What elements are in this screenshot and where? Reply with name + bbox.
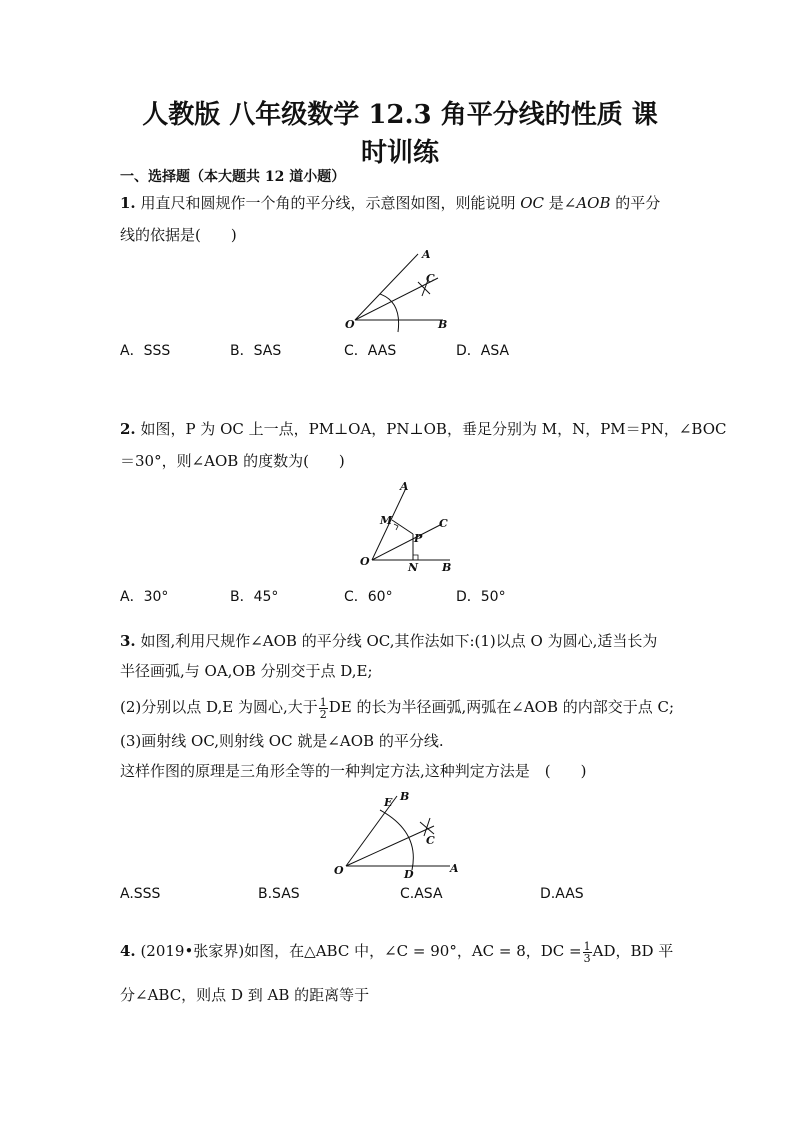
question-3-line-4: (3)画射线 OC,则射线 OC 就是∠AOB 的平分线. [120,732,444,750]
question-4-frac-num: 1 [583,939,591,953]
fig2-label-c: C [439,517,448,530]
question-1-option-a[interactable]: A．SSS [120,343,171,359]
question-2-number: 2. [120,420,136,438]
question-3-line-2: 半径画弧,与 OA,OB 分别交于点 D,E; [120,662,373,680]
question-3-option-c[interactable]: C.ASA [400,886,443,902]
fig2-label-n: N [408,561,419,574]
question-2-line-2: ＝30°，则∠AOB 的度数为( ) [120,452,345,470]
question-3-text-3a: (2)分别以点 D,E 为圆心,大于 [120,698,318,716]
question-1-option-b[interactable]: B．SAS [230,343,282,359]
question-3-option-a[interactable]: A.SSS [120,886,161,902]
question-2-text-1: 如图，P 为 OC 上一点，PM⊥OA，PN⊥OB，垂足分别为 M，N，PM＝PN，∠BOC [135,420,727,438]
question-1-text-a: 用直尺和圆规作一个角的平分线，示意图如图，则能说明 [135,194,521,212]
fig2-label-b: B [442,561,452,574]
section-heading: 一、选择题（本大题共 12 道小题） [120,169,346,185]
question-1-figure [340,248,460,333]
question-2-option-c[interactable]: C．60° [344,589,393,605]
fig2-label-m: M [380,514,393,527]
question-3-number: 3. [120,632,136,650]
page-title [100,96,700,172]
fig3-label-b: B [400,790,410,803]
question-3-line-5: 这样作图的原理是三角形全等的一种判定方法,这种判定方法是 ( ) [120,762,587,780]
fig1-label-b: B [438,318,448,331]
fig3-label-a: A [450,862,459,875]
fig2-label-o: O [360,555,370,568]
question-3-fraction [319,697,328,720]
fig3-label-o: O [334,864,344,877]
question-3-text-1: 如图,利用尺规作∠AOB 的平分线 OC,其作法如下:(1)以点 O 为圆心,适当长为 [135,632,658,650]
question-3-line-3 [120,692,680,722]
question-2-option-d[interactable]: D．50° [456,589,506,605]
fig1-ray-oa [355,254,418,320]
question-4-number: 4. [120,942,136,960]
fig1-label-a: A [422,248,431,261]
question-2-option-a[interactable]: A．30° [120,589,169,605]
fig2-label-p: P [414,532,423,545]
question-1-text-b: 是∠ [544,194,577,212]
question-4-line-2: 分∠ABC，则点 D 到 AB 的距离等于 [120,986,370,1004]
question-2-figure [356,480,456,575]
question-1-number: 1. [120,194,136,212]
fig3-arc [380,810,413,870]
question-2-line-1 [120,414,727,444]
question-2-option-b[interactable]: B．45° [230,589,279,605]
question-1-oc: OC [520,194,544,212]
title-line-1: 人教版 八年级数学 12.3 角平分线的性质 课 [142,100,658,130]
question-3-line-1 [120,626,680,656]
fig3-ray-oc [346,826,434,866]
question-1-aob: AOB [576,194,611,212]
question-3-text-3b: DE 的长为半径画弧,两弧在∠AOB 的内部交于点 C; [328,698,675,716]
fig2-label-a: A [400,480,409,493]
fig2-pm [392,520,413,534]
question-1-option-c[interactable]: C．AAS [344,343,397,359]
question-3-option-b[interactable]: B.SAS [258,886,300,902]
fig3-label-e: E [384,796,393,809]
fig1-label-o: O [345,318,355,331]
fig2-right-angle-m [394,524,398,530]
question-3-option-d[interactable]: D.AAS [540,886,584,902]
question-4-text-1b: AD，BD 平 [592,942,674,960]
question-3-frac-den: 2 [319,707,327,721]
question-3-figure [330,786,465,881]
question-1-line-2: 线的依据是( ) [120,226,237,244]
question-1-line-1 [120,188,680,218]
fig2-right-angle-n [413,555,418,560]
question-4-text-1a: (2019•张家界)如图，在△ABC 中，∠C = 90°，AC = 8，DC = [135,942,582,960]
title-line-2: 时训练 [360,138,439,168]
question-4-frac-den: 3 [583,951,591,965]
question-4-fraction [583,941,592,964]
question-4-line-1 [120,936,680,966]
question-1-text-c: 的平分 [610,194,661,212]
question-3-frac-num: 1 [319,695,327,709]
question-1-option-d[interactable]: D．ASA [456,343,510,359]
fig1-label-c: C [426,272,435,285]
fig3-label-c: C [426,834,435,847]
fig3-label-d: D [404,868,414,881]
